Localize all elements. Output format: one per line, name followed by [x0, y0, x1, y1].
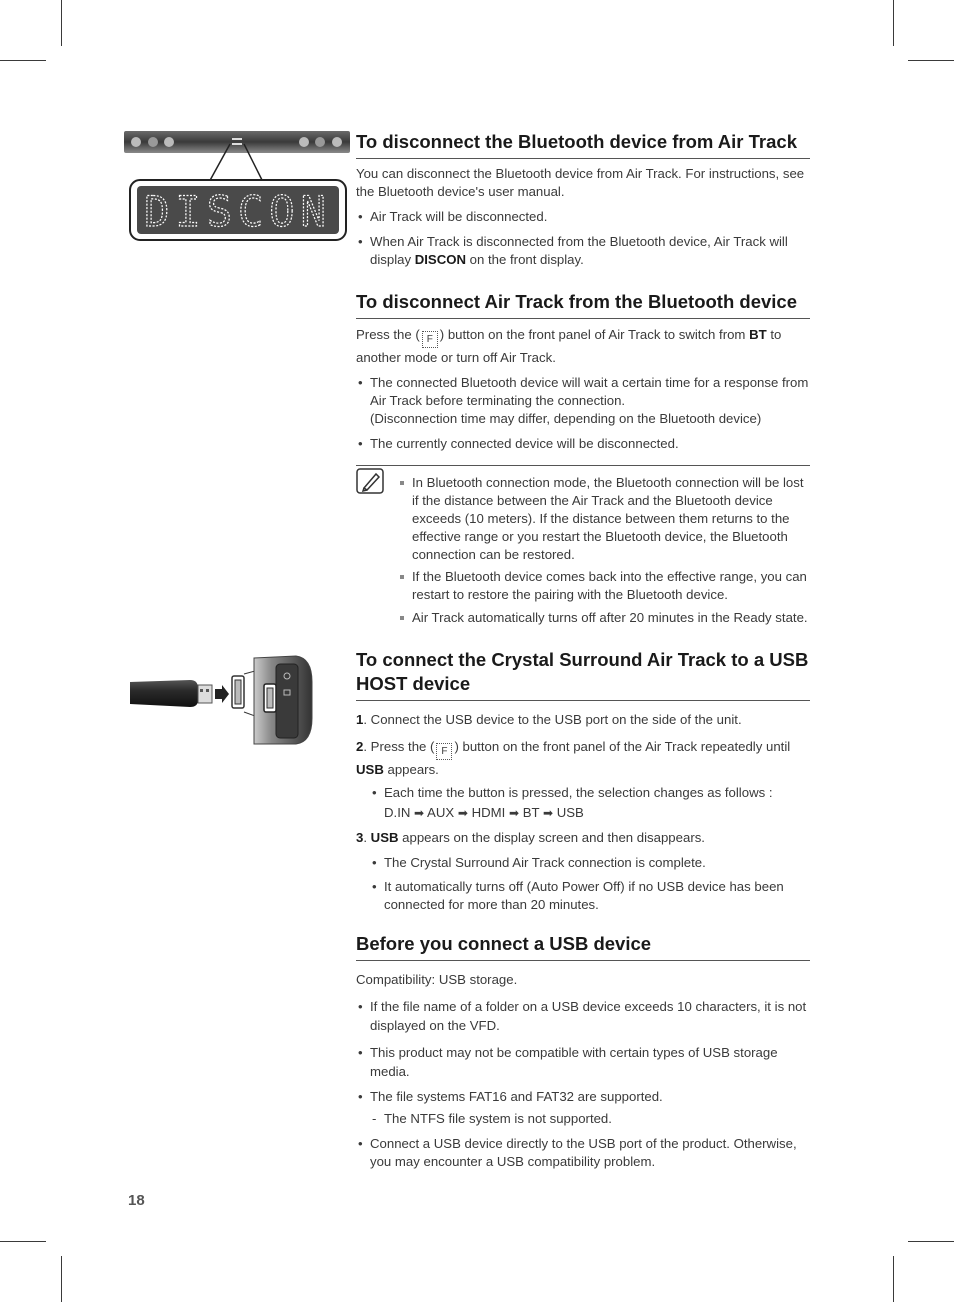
- list-item: • This product may not be compatible with certain types of USB storage media.: [356, 1043, 810, 1081]
- note-pencil-icon: [356, 468, 384, 494]
- function-button-icon: F: [422, 331, 438, 348]
- list-item: • The currently connected device will be disconnected.: [356, 435, 810, 453]
- numbered-step: [356, 711, 810, 729]
- list-item: • If the file name of a folder on a USB device exceeds 10 characters, it is not displayed on the VFD.: [356, 997, 810, 1035]
- crop-mark: [893, 0, 894, 46]
- mode-label: HDMI: [471, 805, 506, 820]
- section-before-usb: [356, 932, 810, 1171]
- airtrack-display-illustration: [122, 128, 354, 244]
- section-connect-usb-host: [356, 648, 810, 914]
- arrow-right-icon: ➡: [542, 806, 554, 820]
- function-button-icon: F: [436, 743, 452, 760]
- crop-mark: [61, 0, 62, 46]
- mode-label: D.IN: [384, 805, 411, 820]
- note-item: Air Track automatically turns off after 20 minutes in the Ready state.: [398, 609, 810, 627]
- step-number: 3: [356, 830, 364, 845]
- list-item: • Air Track will be disconnected.: [356, 208, 810, 226]
- mode-label: AUX: [427, 805, 455, 820]
- bold-term: BT: [749, 327, 767, 342]
- crop-mark: [0, 60, 46, 61]
- bold-term: USB: [370, 830, 399, 845]
- list-item: • The file systems FAT16 and FAT32 are supported.: [356, 1088, 810, 1106]
- text-run: . Press the (: [363, 739, 435, 754]
- crop-mark: [908, 1241, 954, 1242]
- note-item: If the Bluetooth device comes back into the effective range, you can restart to restore the pairing with the Bluetooth device.: [398, 568, 810, 604]
- arrow-right-icon: ➡: [457, 806, 468, 820]
- text-run: The connected Bluetooth device will wait a certain time for a response from Air Track before terminating the connection.: [370, 375, 809, 408]
- numbered-step: [356, 737, 810, 780]
- text-run: ) button on the front panel of the Air Track repeatedly until: [454, 739, 791, 754]
- page-number: 18: [128, 1192, 145, 1209]
- mode-label: USB: [556, 805, 584, 820]
- section-title: To connect the Crystal Surround Air Track to a USB HOST device: [356, 648, 810, 701]
- crop-mark: [0, 1241, 46, 1242]
- list-item: [370, 783, 810, 823]
- text-run: to another mode or turn off Air Track.: [356, 327, 782, 365]
- text-run: (Disconnection time may differ, depending on the Bluetooth device): [370, 411, 762, 426]
- section-disconnect-bt-from-airtrack: [356, 130, 810, 269]
- note-item: In Bluetooth connection mode, the Bluetooth connection will be lost if the distance between the Air Track and the Bluetooth device exceeds (10 meters). If the distance between them returns to the effective range or you restart the Bluetooth device, the Bluetooth connection can be restored.: [398, 474, 810, 564]
- section-intro: You can disconnect the Bluetooth device from Air Track. For instructions, see the Bluetooth device's user manual.: [356, 166, 805, 199]
- text-run: ) button on the front panel of Air Track to switch from: [439, 327, 750, 342]
- list-item: • Connect a USB device directly to the USB port of the product. Otherwise, you may encounter a USB compatibility problem.: [356, 1135, 810, 1171]
- text-run: The NTFS file system is not supported.: [384, 1111, 612, 1126]
- crop-mark: [61, 1256, 62, 1302]
- mode-sequence: [384, 805, 584, 820]
- section-title: To disconnect Air Track from the Bluetooth device: [356, 290, 810, 319]
- arrow-right-icon: ➡: [508, 806, 520, 820]
- bold-term: USB: [356, 762, 384, 777]
- section-title: Before you connect a USB device: [356, 932, 810, 961]
- vfd-display-text: DISCON: [144, 187, 332, 236]
- list-item: [356, 233, 810, 269]
- step-number: 2: [356, 739, 364, 754]
- list-item: • The Crystal Surround Air Track connection is complete.: [370, 854, 810, 872]
- usb-connection-illustration: [126, 652, 316, 748]
- list-item: [356, 374, 810, 428]
- text-run: Each time the button is pressed, the selection changes as follows :: [384, 785, 773, 800]
- numbered-step: [356, 829, 810, 847]
- text-run: appears on the display screen and then disappears.: [398, 830, 705, 845]
- section-intro: Compatibility: USB storage.: [356, 972, 518, 987]
- arrow-right-icon: ➡: [414, 806, 425, 820]
- mode-label: BT: [522, 805, 540, 820]
- text-run: When Air Track is disconnected from the Bluetooth device, Air Track will display: [370, 234, 788, 267]
- text-run: appears.: [383, 762, 439, 777]
- note-box: [356, 465, 810, 627]
- crop-mark: [908, 60, 954, 61]
- section-disconnect-airtrack-from-bt: [356, 290, 810, 453]
- list-item: • It automatically turns off (Auto Power Off) if no USB device has been connected for more than 20 minutes.: [370, 878, 810, 914]
- text-run: Press the (: [356, 327, 420, 342]
- step-number: 1: [356, 712, 364, 727]
- crop-mark: [893, 1256, 894, 1302]
- dash-marker: -: [372, 1111, 377, 1126]
- section-title: To disconnect the Bluetooth device from Air Track: [356, 130, 810, 159]
- text-run: .: [363, 830, 371, 845]
- text-run: on the front display.: [466, 252, 584, 267]
- text-run: . Connect the USB device to the USB port on the side of the unit.: [363, 712, 742, 727]
- sub-list-item: [356, 1110, 810, 1128]
- bold-term: DISCON: [414, 252, 467, 267]
- section-intro: [356, 325, 810, 368]
